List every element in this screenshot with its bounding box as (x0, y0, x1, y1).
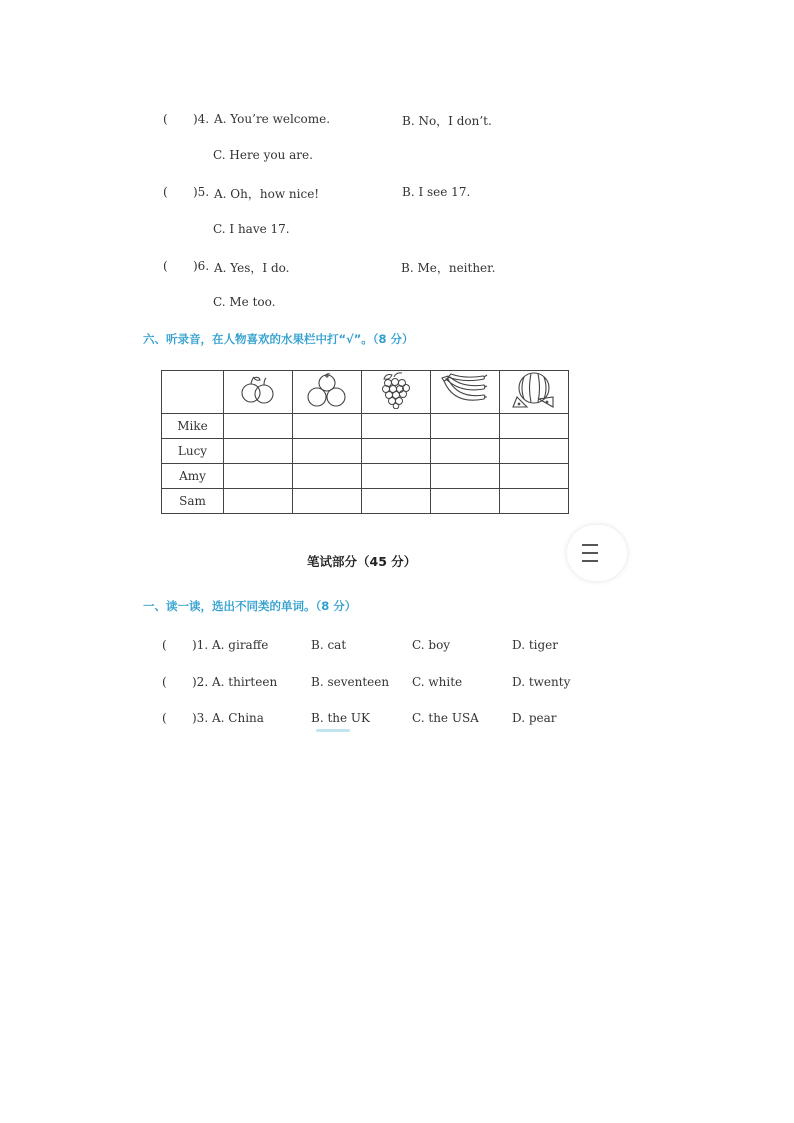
person-name: Mike (162, 414, 224, 439)
answer-paren: ( (162, 711, 167, 725)
option-d: D. twenty (512, 675, 571, 689)
answer-paren: ( (162, 675, 167, 689)
option-b: B. I see 17. (402, 185, 471, 199)
tick-cell[interactable] (500, 414, 569, 439)
tick-cell[interactable] (293, 489, 362, 514)
tick-cell[interactable] (293, 414, 362, 439)
fruit-column-oranges[interactable] (293, 371, 362, 414)
person-name: Amy (162, 464, 224, 489)
tick-cell[interactable] (500, 439, 569, 464)
question-number: )1. (192, 638, 209, 652)
tick-cell[interactable] (224, 464, 293, 489)
option-a: A. giraffe (212, 638, 269, 652)
tick-cell[interactable] (293, 464, 362, 489)
option-c: C. the USA (412, 711, 479, 725)
tick-cell[interactable] (431, 489, 500, 514)
fruit-icon-row (162, 371, 569, 414)
fruit-column-watermelon[interactable] (500, 371, 569, 414)
tick-cell[interactable] (362, 489, 431, 514)
fruit-column-bananas[interactable] (431, 371, 500, 414)
option-a: A. Yes，I do. (214, 261, 290, 275)
answer-paren: ( (162, 638, 167, 652)
fruit-column-apples[interactable] (224, 371, 293, 414)
question-number: )5. (193, 185, 210, 199)
option-b: B. the UK (311, 711, 370, 725)
question-number: )2. (192, 675, 209, 689)
option-d: D. pear (512, 711, 557, 725)
section-six-title: 六、听录音，在人物喜欢的水果栏中打“√”。（8 分） (143, 332, 414, 346)
table-row (162, 489, 569, 514)
tick-cell[interactable] (224, 489, 293, 514)
option-a: A. Oh，how nice! (214, 187, 320, 201)
apples-icon (236, 374, 280, 406)
tick-cell[interactable] (362, 439, 431, 464)
option-c: C. boy (412, 638, 451, 652)
written-section-heading: 笔试部分（45 分） (307, 554, 417, 569)
table-row (162, 439, 569, 464)
option-a: A. You’re welcome. (214, 112, 331, 126)
option-a: A. thirteen (212, 675, 278, 689)
answer-paren: ( (163, 185, 168, 199)
option-c: C. I have 17. (213, 222, 290, 236)
option-b: B. No，I don’t. (402, 114, 492, 128)
option-b: B. seventeen (311, 675, 390, 689)
option-c: C. white (412, 675, 463, 689)
tick-cell[interactable] (431, 439, 500, 464)
tick-cell[interactable] (431, 414, 500, 439)
answer-paren: ( (163, 112, 168, 126)
tick-cell[interactable] (362, 414, 431, 439)
tick-cell[interactable] (500, 464, 569, 489)
tick-cell[interactable] (293, 439, 362, 464)
answer-paren: ( (163, 259, 168, 273)
option-a: A. China (212, 711, 264, 725)
table-row (162, 464, 569, 489)
option-b: B. Me，neither. (401, 261, 496, 275)
question-number: )6. (193, 259, 210, 273)
option-b: B. cat (311, 638, 347, 652)
question-number: )4. (193, 112, 210, 126)
person-name: Lucy (162, 439, 224, 464)
scan-artifact (316, 729, 350, 732)
tick-cell[interactable] (500, 489, 569, 514)
tick-cell[interactable] (431, 464, 500, 489)
tick-cell[interactable] (362, 464, 431, 489)
person-name: Sam (162, 489, 224, 514)
option-c: C. Me too. (213, 295, 276, 309)
question-number: )3. (192, 711, 209, 725)
tick-cell[interactable] (224, 439, 293, 464)
grapes-icon (378, 371, 414, 409)
floating-menu-button[interactable] (567, 525, 627, 581)
watermelon-icon (511, 371, 557, 409)
table-row (162, 414, 569, 439)
fruit-column-grapes[interactable] (362, 371, 431, 414)
bananas-icon (440, 373, 490, 407)
option-d: D. tiger (512, 638, 559, 652)
tick-cell[interactable] (224, 414, 293, 439)
oranges-icon (303, 372, 351, 408)
corner-cell (162, 371, 224, 414)
section-one-title: 一、读一读，选出不同类的单词。（8 分） (143, 599, 357, 613)
fruit-table (161, 370, 569, 514)
option-c: C. Here you are. (213, 148, 313, 162)
